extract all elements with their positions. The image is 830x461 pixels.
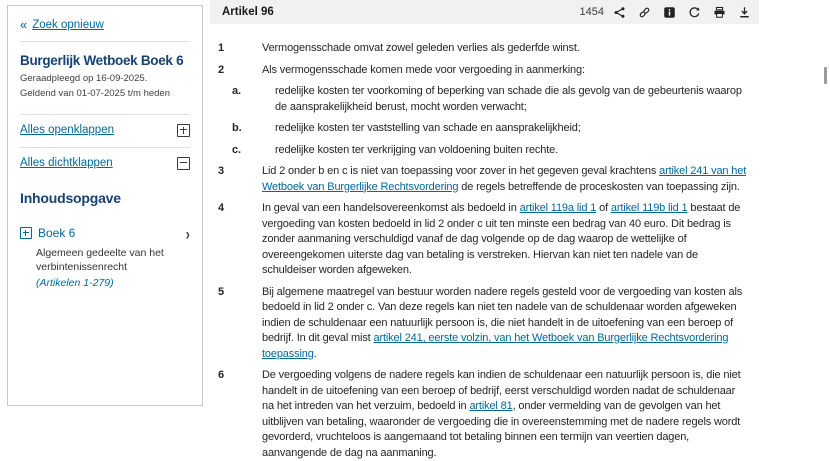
- valid-date: Geldend van 01-07-2025 t/m heden: [20, 88, 170, 100]
- back-arrow-icon: «: [20, 17, 28, 32]
- search-again-link[interactable]: Zoek opnieuw: [32, 18, 104, 31]
- article-item-text: [262, 63, 759, 79]
- article-item: [210, 84, 759, 115]
- toc-boek6-link[interactable]: Boek 6: [38, 226, 76, 241]
- toc-title: Inhoudsopgave: [20, 189, 121, 206]
- article-text-segment: Bij algemene maatregel van bestuur worden nadere regels gesteld voor de vergoeding van kosten als bedoeld in lid 2 onder c. Van deze regels kan niet ten nadele van de schuldenaar worden afgeweken indien de schuldenaar een natuurlijk persoon is, die niet handelt in de uitoefening van een beroep of bedrijf. In dit geval mist: [262, 285, 743, 344]
- article-item: [210, 201, 759, 279]
- article-text-segment: redelijke kosten ter voorkoming of beperking van schade die als gevolg van de gebeurtenis waarop de aansprakelijkheid berust, mocht worden verwacht;: [275, 85, 742, 113]
- scrollbar-thumb[interactable]: [824, 67, 827, 84]
- collapse-all-icon: [177, 157, 190, 170]
- share-icon: [613, 6, 626, 19]
- article-item-marker: 3: [218, 165, 224, 177]
- divider: [20, 114, 190, 115]
- search-again-row[interactable]: [20, 18, 190, 31]
- article-reference-link[interactable]: artikel 119a lid 1: [519, 202, 597, 214]
- article-reference-link[interactable]: artikel 119b lid 1: [610, 202, 688, 214]
- divider: [20, 41, 190, 42]
- article-item-marker: 6: [218, 369, 224, 381]
- article-item: [210, 143, 759, 159]
- article-reference-link[interactable]: artikel 241 van het Wetboek van Burgerlijke Rechtsvordering: [262, 165, 747, 193]
- article-item-text: [275, 84, 759, 115]
- article-text-segment: .: [313, 347, 317, 360]
- article-item-marker: c.: [232, 143, 241, 156]
- download-icon: [738, 6, 751, 19]
- article-item-marker: 1: [218, 42, 224, 54]
- article-item-text: [262, 41, 759, 57]
- article-text-segment: Lid 2 onder b en c is niet van toepassing voor zover in het gegeven geval krachtens: [262, 165, 660, 177]
- expand-all-icon: [177, 124, 190, 137]
- article-title: Artikel 96: [222, 6, 274, 18]
- article-text-segment: bestaat de vergoeding van kosten bedoeld in lid 2 onder c uit ten minste een bedrag van 40 euro. Dit bedrag is zonder aanmaning verschuldigd vanaf de dag volgende op de dag waarop de wettelijke of overeengekomen uiterste dag van betaling is verstreken. Hiervan kan niet ten nadele van de schuldeiser worden afgeweken.: [262, 202, 741, 276]
- collapse-all-link[interactable]: Alles dichtklappen: [20, 157, 113, 170]
- article-count: 1454: [579, 6, 604, 18]
- article-item-marker: 4: [218, 202, 224, 214]
- print-button[interactable]: [712, 5, 726, 19]
- article-item-text: [275, 143, 759, 159]
- article-text-segment: redelijke kosten ter verkrijging van voldoening buiten rechte.: [275, 143, 558, 156]
- compare-icon: [688, 6, 701, 19]
- article-item: [210, 285, 759, 363]
- article-item-marker: 2: [218, 63, 224, 76]
- permalink-icon: [638, 6, 651, 19]
- article-reference-link[interactable]: artikel 241, eerste volzin, van het Wetboek van Burgerlijke Rechtsvordering toepassing: [262, 332, 729, 360]
- chevron-right-icon[interactable]: ›: [185, 223, 190, 243]
- article-text-segment: In geval van een handelsovereenkomst als bedoeld in: [262, 202, 520, 214]
- article-text-segment: Vermogensschade omvat zowel geleden verlies als gederfde winst.: [262, 42, 580, 54]
- article-text-segment: , onder vermelding van de gevolgen van het uitblijven van betaling, waaronder de vergoeding die in overeenstemming met de nadere regels wordt gevorderd, vruchteloos is aangemaand tot betaling binnen een termijn van veertien dagen, aanvangende de dag na aanmaning.: [262, 400, 741, 459]
- article-header-bar: [210, 0, 759, 24]
- article-text-segment: of: [596, 202, 611, 214]
- info-button[interactable]: [662, 5, 676, 19]
- article-item: [210, 63, 759, 79]
- article-item-marker: a.: [232, 85, 241, 97]
- divider: [20, 147, 190, 148]
- article-item-text: [262, 285, 759, 363]
- expand-all-row[interactable]: [20, 116, 190, 137]
- article-item: [210, 121, 759, 137]
- article-reference-link[interactable]: artikel 81: [469, 400, 513, 412]
- article-body: [210, 24, 759, 461]
- sidebar: [7, 5, 203, 406]
- toc-item-description: Algemeen gedeelte van het verbintenissenrecht: [36, 246, 164, 273]
- info-icon: [663, 6, 676, 19]
- toc-item-boek6[interactable]: [20, 223, 190, 243]
- article-text-segment: de regels betreffende de proceskosten van toepassing zijn.: [458, 180, 740, 193]
- download-button[interactable]: [737, 5, 751, 19]
- print-icon: [713, 6, 726, 19]
- article-panel: [210, 0, 759, 461]
- article-text-segment: redelijke kosten ter vaststelling van schade en aansprakelijkheid;: [275, 122, 581, 134]
- article-item: [210, 164, 759, 195]
- consulted-date: Geraadpleegd op 16-09-2025.: [20, 72, 148, 84]
- article-item: [210, 41, 759, 57]
- expand-all-link[interactable]: Alles openklappen: [20, 124, 114, 137]
- law-title: Burgerlijk Wetboek Boek 6: [20, 53, 184, 68]
- expand-node-icon[interactable]: [20, 227, 32, 239]
- permalink-button[interactable]: [637, 5, 651, 19]
- article-toolbar: [580, 5, 751, 19]
- article-text-segment: De vergoeding volgens de nadere regels kan indien de schuldenaar een natuurlijk persoon is, die niet handelt in de uitoefening van een beroep of bedrijf, eerst verschuldigd worden nadat de schuldenaar na het intreden van het verzuim, bedoeld in: [262, 369, 741, 412]
- article-item-text: [275, 121, 759, 137]
- article-item-text: [262, 164, 759, 195]
- toc-articles-link[interactable]: (Artikelen 1-279): [36, 276, 114, 289]
- article-text-segment: Als vermogensschade komen mede voor vergoeding in aanmerking:: [262, 63, 585, 76]
- article-item-marker: 5: [218, 285, 224, 298]
- article-item-text: [262, 201, 759, 279]
- collapse-all-row[interactable]: [20, 149, 190, 170]
- compare-button[interactable]: [687, 5, 701, 19]
- share-button[interactable]: [612, 5, 626, 19]
- article-item-marker: b.: [232, 122, 242, 134]
